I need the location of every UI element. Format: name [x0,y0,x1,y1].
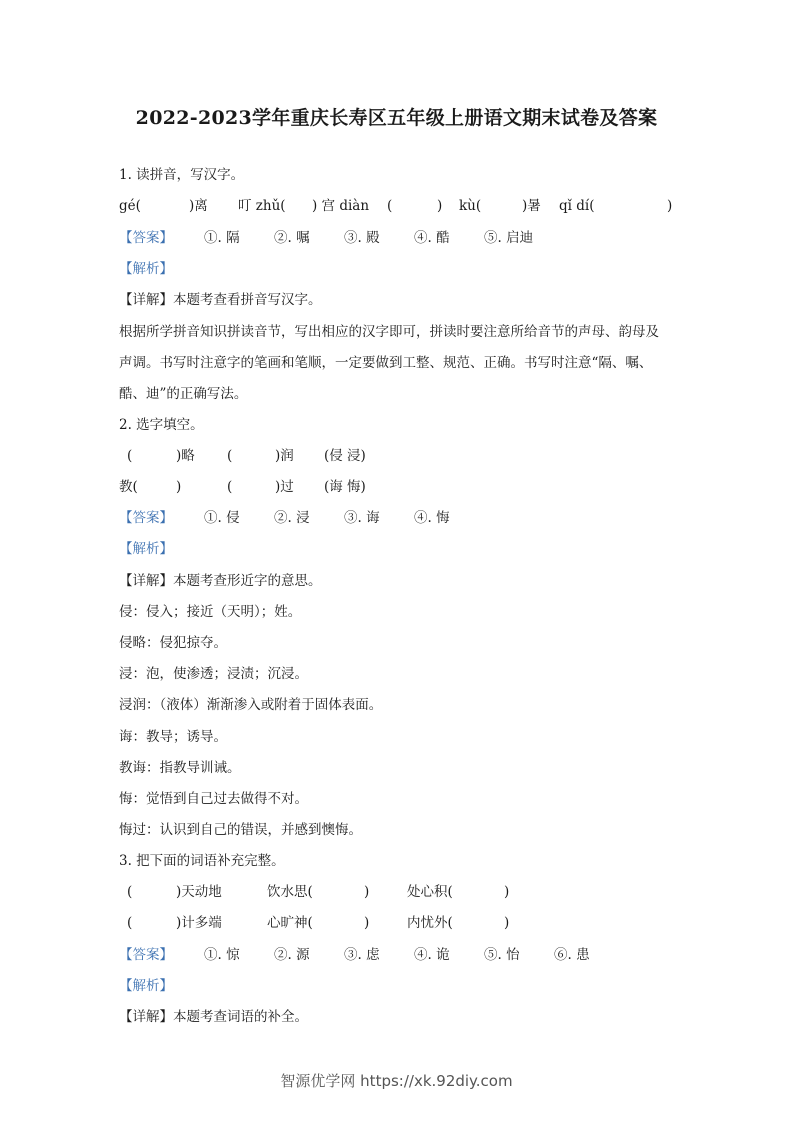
q3-answer-row: 【答案】 ①. 惊 ②. 源 ③. 虑 ④. 诡 ⑤. 怡 ⑥. 患 [119,947,590,963]
answer-tag: 【答案】 [119,947,173,963]
q2-explain-line: 侵略：侵犯掠夺。 [119,635,227,651]
q2-explain-line: 诲：教导；诱导。 [119,729,227,745]
answer-tag: 【答案】 [119,510,173,526]
q3-detail: 【详解】本题考查词语的补全。 [119,1009,308,1025]
q2-explain-line: 悔过：认识到自己的错误，并感到懊悔。 [119,822,362,838]
q2-answer-row: 【答案】 ①. 侵 ②. 浸 ③. 诲 ④. 悔 [119,510,450,526]
q1-answer-row: 【答案】 ①. 隔 ②. 嘱 ③. 殿 ④. 酷 ⑤. 启迪 [119,230,534,246]
q2-analysis-tag: 【解析】 [119,541,173,557]
q3-analysis-tag: 【解析】 [119,978,173,994]
q2-explain-line: 浸润：（液体）渐渐渗入或附着于固体表面。 [119,697,383,713]
q2-explain-line: 悔：觉悟到自己过去做得不对。 [119,791,308,807]
q2-detail: 【详解】本题考查形近字的意思。 [119,573,322,589]
answer-tag: 【答案】 [119,230,173,246]
q1-analysis-tag: 【解析】 [119,261,173,277]
q1-detail: 【详解】本题考查看拼音写汉字。 [119,292,322,308]
q3-stem: 3. 把下面的词语补充完整。 [119,853,285,869]
q1-explain-line: 声调。书写时注意字的笔画和笔顺，一定要做到工整、规范、正确。书写时注意“隔、嘱、 [119,355,653,371]
q2-stem: 2. 选字填空。 [119,417,204,433]
footer-watermark[interactable]: 智源优学网 https://xk.92diy.com [280,1072,513,1090]
q2-explain-line: 教诲：指教导训诫。 [119,760,241,776]
q1-stem: 1. 读拼音，写汉字。 [119,167,245,183]
q1-explain-line: 根据所学拼音知识拼读音节，写出相应的汉字即可，拼读时要注意所给音节的声母、韵母及 [119,324,659,340]
q2-explain-line: 侵：侵入；接近（天明）；姓。 [119,604,302,620]
q1-explain-line: 酷、迪”的正确写法。 [119,386,248,402]
page-title: 2022-2023学年重庆长寿区五年级上册语文期末试卷及答案 [135,107,658,129]
q2-explain-line: 浸：泡，使渗透；浸渍；沉浸。 [119,666,308,682]
